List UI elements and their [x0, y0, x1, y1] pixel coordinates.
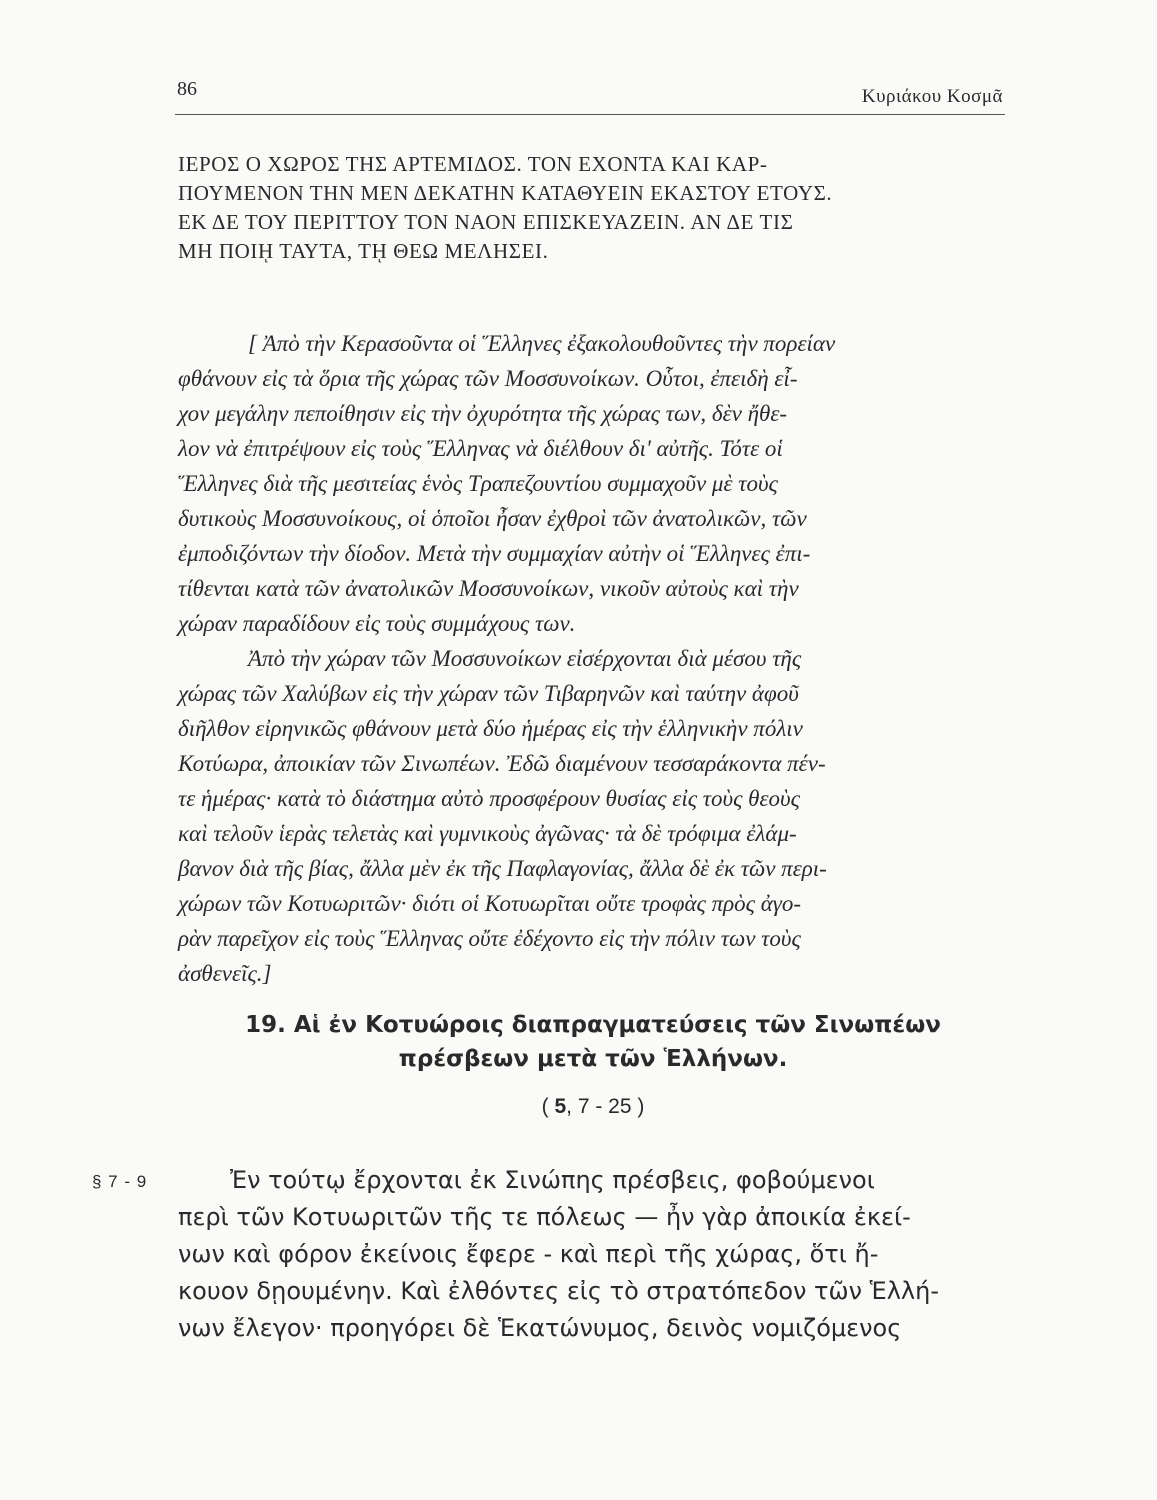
page-header — [175, 74, 1005, 115]
summary-line: Ἀπὸ τὴν χώραν τῶν Μοσσυνοίκων εἰσέρχονται διὰ μέσου τῆς — [248, 646, 802, 671]
summary-line: χώρων τῶν Κοτυωριτῶν· διότι οἱ Κοτυωρῖται οὔτε τροφὰς πρὸς ἀγο- — [178, 891, 802, 916]
section-number: 19. — [245, 1012, 286, 1038]
summary-line: [ Ἀπὸ τὴν Κερασοῦντα οἱ Ἕλληνες ἐξακολουθοῦντες τὴν πορείαν — [248, 331, 836, 356]
text-line: νων ἔλεγον· προηγόρει δὲ Ἑκατώνυμος, δεινὸς νομιζόμενος — [178, 1314, 902, 1342]
summary-line: διῆλθον εἰρηνικῶς φθάνουν μετὰ δύο ἡμέρας εἰς τὴν ἑλληνικὴν πόλιν — [178, 716, 803, 741]
section-title-line: Αἱ ἐν Κοτυώροις διαπραγματεύσεις τῶν Σινωπέων — [293, 1012, 941, 1038]
summary-line: βανον διὰ τῆς βίας, ἄλλα μὲν ἐκ τῆς Παφλαγονίας, ἄλλα δὲ ἐκ τῶν περι- — [178, 856, 827, 881]
page-number: 86 — [177, 78, 197, 100]
summary-line: λον νὰ ἐπιτρέψουν εἰς τοὺς Ἕλληνας νὰ διέλθουν δι' αὐτῆς. Τότε οἱ — [178, 436, 783, 461]
inscription-block — [178, 150, 1008, 266]
section-reference — [178, 1095, 1008, 1119]
summary-line: Κοτύωρα, ἀποικίαν τῶν Σινωπέων. Ἐδῶ διαμένουν τεσσαράκοντα πέν- — [178, 751, 826, 776]
reference-range: , 7 - 25 ) — [566, 1095, 645, 1118]
reference-open: ( — [541, 1095, 555, 1118]
summary-line: Ἕλληνες διὰ τῆς μεσιτείας ἑνὸς Τραπεζουντίου συμμαχοῦν μὲ τοὺς — [178, 471, 778, 496]
summary-block — [178, 326, 1008, 991]
text-line: κουον δῃουμένην. Καὶ ἐλθόντες εἰς τὸ στρατόπεδον τῶν Ἑλλή- — [178, 1277, 939, 1305]
summary-line: καὶ τελοῦν ἱερὰς τελετὰς καὶ γυμνικοὺς ἀγῶνας· τὰ δὲ τρόφιμα ἐλάμ- — [178, 821, 797, 846]
summary-line: ἀσθενεῖς.] — [178, 961, 272, 986]
inscription-line: ΠΟΥΜΕΝΟΝ ΤΗΝ ΜΕΝ ΔΕΚΑΤΗΝ ΚΑΤΑΘΥΕΙΝ ΕΚΑΣΤΟΥ ΕΤΟΥΣ. — [178, 181, 833, 205]
ancient-greek-text — [178, 1162, 1008, 1347]
section-title-line: πρέσβεων μετὰ τῶν Ἑλλήνων. — [398, 1046, 788, 1072]
inscription-line: ΜΗ ΠΟΙῌ ΤΑΥΤΑ, Τῌ ΘΕΩ ΜΕΛΗΣΕΙ. — [178, 239, 549, 263]
summary-line: φθάνουν εἰς τὰ ὅρια τῆς χώρας τῶν Μοσσυνοίκων. Οὗτοι, ἐπειδὴ εἶ- — [178, 366, 798, 391]
summary-line: χώραν παραδίδουν εἰς τοὺς συμμάχους των. — [178, 611, 576, 636]
summary-line: χώρας τῶν Χαλύβων εἰς τὴν χώραν τῶν Τιβαρηνῶν καὶ ταύτην ἀφοῦ — [178, 681, 799, 706]
summary-line: ρὰν παρεῖχον εἰς τοὺς Ἕλληνας οὔτε ἐδέχοντο εἰς τὴν πόλιν των τοὺς — [178, 926, 801, 951]
summary-line: ἐμποδιζόντων τὴν δίοδον. Μετὰ τὴν συμμαχίαν αὐτὴν οἱ Ἕλληνες ἐπι- — [178, 541, 811, 566]
text-line: Ἐν τούτῳ ἔρχονται ἐκ Σινώπης πρέσβεις, φοβούμενοι — [230, 1166, 875, 1194]
summary-line: τίθενται κατὰ τῶν ἀνατολικῶν Μοσσυνοίκων, νικοῦν αὐτοὺς καὶ τὴν — [178, 576, 799, 601]
reference-book: 5 — [554, 1095, 567, 1118]
inscription-line: ΕΚ ΔΕ ΤΟΥ ΠΕΡΙΤΤΟΥ ΤΟΝ ΝΑΟΝ ΕΠΙΣΚΕΥΑΖΕΙΝ. ΑΝ ΔΕ ΤΙΣ — [178, 210, 794, 234]
summary-line: τε ἡμέρας· κατὰ τὸ διάστημα αὐτὸ προσφέρουν θυσίας εἰς τοὺς θεοὺς — [178, 786, 800, 811]
text-line: περὶ τῶν Κοτυωριτῶν τῆς τε πόλεως — ἦν γὰρ ἀποικία ἐκεί- — [178, 1203, 911, 1231]
summary-line: χον μεγάλην πεποίθησιν εἰς τὴν ὀχυρότητα τῆς χώρας των, δὲν ἤθε- — [178, 401, 788, 426]
section-heading — [178, 1008, 1008, 1076]
summary-line: δυτικοὺς Μοσσυνοίκους, οἱ ὁποῖοι ἦσαν ἐχθροὶ τῶν ἀνατολικῶν, τῶν — [178, 506, 807, 531]
margin-reference: § 7 - 9 — [92, 1172, 148, 1191]
inscription-line: ΙΕΡΟΣ Ο ΧΩΡΟΣ ΤΗΣ ΑΡΤΕΜΙΔΟΣ. ΤΟΝ ΕΧΟΝΤΑ ΚΑΙ ΚΑΡ- — [178, 152, 768, 176]
running-head: Κυριάκου Κοσμᾶ — [861, 86, 1003, 107]
text-line: νων καὶ φόρον ἐκείνοις ἔφερε - καὶ περὶ τῆς χώρας, ὅτι ἤ- — [178, 1240, 879, 1268]
